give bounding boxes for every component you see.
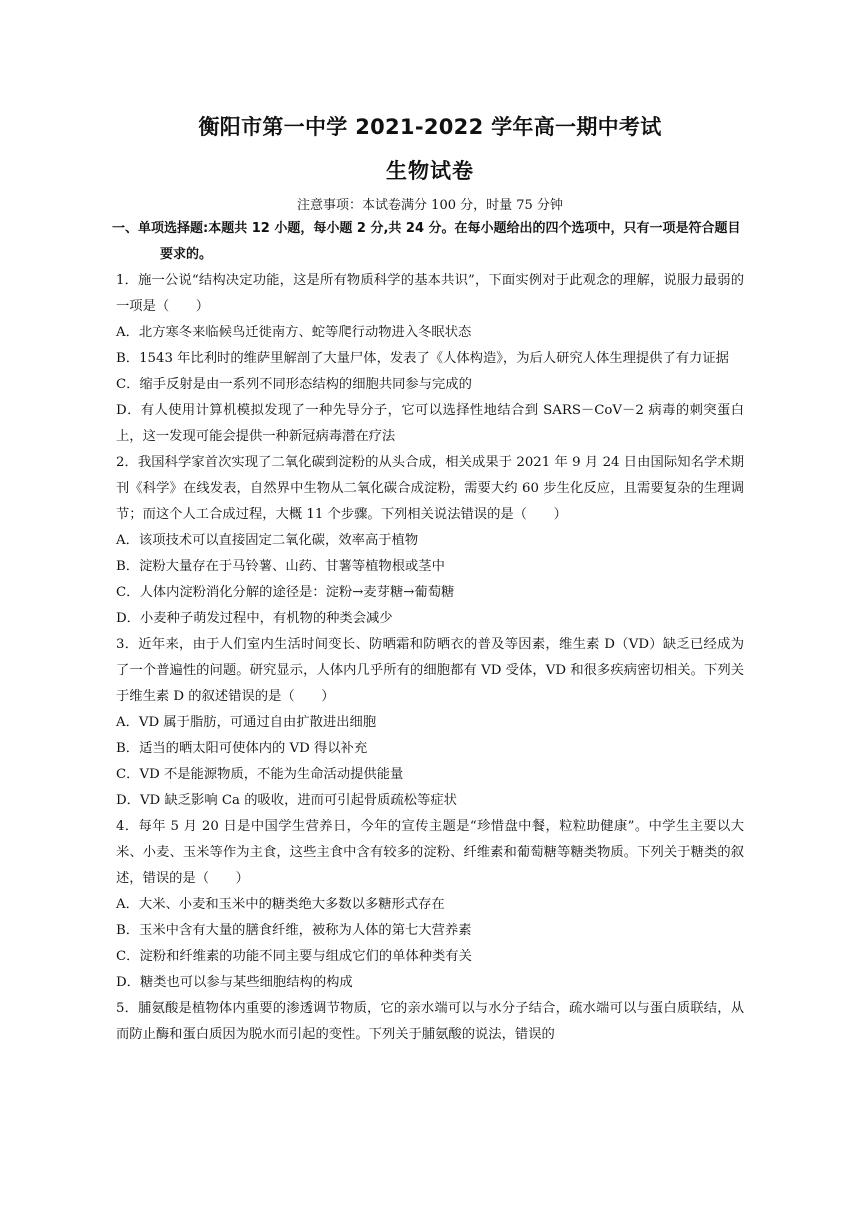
question-list <box>116 268 744 1048</box>
question-option: C．缩手反射是由一系列不同形态结构的细胞共同参与完成的 <box>116 377 472 392</box>
question-stem: 3．近年来，由于人们室内生活时间变长、防晒霜和防晒衣的普及等因素，维生素 D（VD）缺乏已经成为了一个普遍性的问题。研究显示，人体内几乎所有的细胞都有 VD 受体，VD 和很多疾病密切相关。下列关于维生素 D 的叙述错误的是（ ） <box>116 637 744 704</box>
question-item <box>116 632 744 814</box>
question-stem: 5．脯氨酸是植物体内重要的渗透调节物质，它的亲水端可以与水分子结合，疏水端可以与蛋白质联结，从而防止酶和蛋白质因为脱水而引起的变性。下列关于脯氨酸的说法，错误的 <box>116 1001 744 1042</box>
exam-title: 衡阳市第一中学 2021-2022 学年高一期中考试 <box>198 115 662 139</box>
question-stem: 2．我国科学家首次实现了二氧化碳到淀粉的从头合成，相关成果于 2021 年 9 月 24 日由国际知名学术期刊《科学》在线发表，自然界中生物从二氧化碳合成淀粉，需要大约 60 步生化反应，且需要复杂的生理调节；而这个人工合成过程，大概 11 个步骤。下列相关说法错误的是（ ） <box>116 455 744 522</box>
question-option: B．1543 年比利时的维萨里解剖了大量尸体，发表了《人体构造》，为后人研究人体生理提供了有力证据 <box>116 351 729 366</box>
exam-notice: 注意事项：本试卷满分 100 分，时量 75 分钟 <box>297 198 563 213</box>
question-option: B．淀粉大量存在于马铃薯、山药、甘薯等植物根或茎中 <box>116 559 445 574</box>
question-option: C．人体内淀粉消化分解的途径是：淀粉→麦芽糖→葡萄糖 <box>116 585 455 600</box>
question-option: D．糖类也可以参与某些细胞结构的构成 <box>116 975 353 990</box>
question-item <box>116 268 744 450</box>
question-item <box>116 996 744 1048</box>
question-option: A．VD 属于脂肪，可通过自由扩散进出细胞 <box>116 715 377 730</box>
question-option: B．玉米中含有大量的膳食纤维，被称为人体的第七大营养素 <box>116 923 472 938</box>
question-item <box>116 450 744 632</box>
question-item <box>116 814 744 996</box>
question-option: A．该项技术可以直接固定二氧化碳，效率高于植物 <box>116 533 419 548</box>
question-option: D．有人使用计算机模拟发现了一种先导分子，它可以选择性地结合到 SARS－CoV－2 病毒的刺突蛋白上，这一发现可能会提供一种新冠病毒潜在疗法 <box>116 403 744 444</box>
question-option: C．VD 不是能源物质，不能为生命活动提供能量 <box>116 767 404 782</box>
question-stem: 4．每年 5 月 20 日是中国学生营养日，今年的宣传主题是“珍惜盘中餐，粒粒助健康”。中学生主要以大米、小麦、玉米等作为主食，这些主食中含有较多的淀粉、纤维素和葡萄糖等糖类物质。下列关于糖类的叙述，错误的是（ ） <box>116 819 744 886</box>
section-heading: 一、单项选择题:本题共 12 小题，每小题 2 分,共 24 分。在每小题给出的四个选项中，只有一项是符合题目要求的。 <box>112 221 741 262</box>
question-option: A．北方寒冬来临候鸟迁徙南方、蛇等爬行动物进入冬眠状态 <box>116 325 472 340</box>
question-option: D．小麦种子萌发过程中，有机物的种类会减少 <box>116 611 393 626</box>
question-option: D．VD 缺乏影响 Ca 的吸收，进而可引起骨质疏松等症状 <box>116 793 457 808</box>
question-option: B．适当的晒太阳可使体内的 VD 得以补充 <box>116 741 368 756</box>
question-stem: 1．施一公说“结构决定功能，这是所有物质科学的基本共识”，下面实例对于此观念的理解，说服力最弱的一项是（ ） <box>116 273 744 314</box>
question-option: C．淀粉和纤维素的功能不同主要与组成它们的单体种类有关 <box>116 949 472 964</box>
question-option: A．大米、小麦和玉米中的糖类绝大多数以多糖形式存在 <box>116 897 445 912</box>
exam-subtitle: 生物试卷 <box>386 159 474 183</box>
